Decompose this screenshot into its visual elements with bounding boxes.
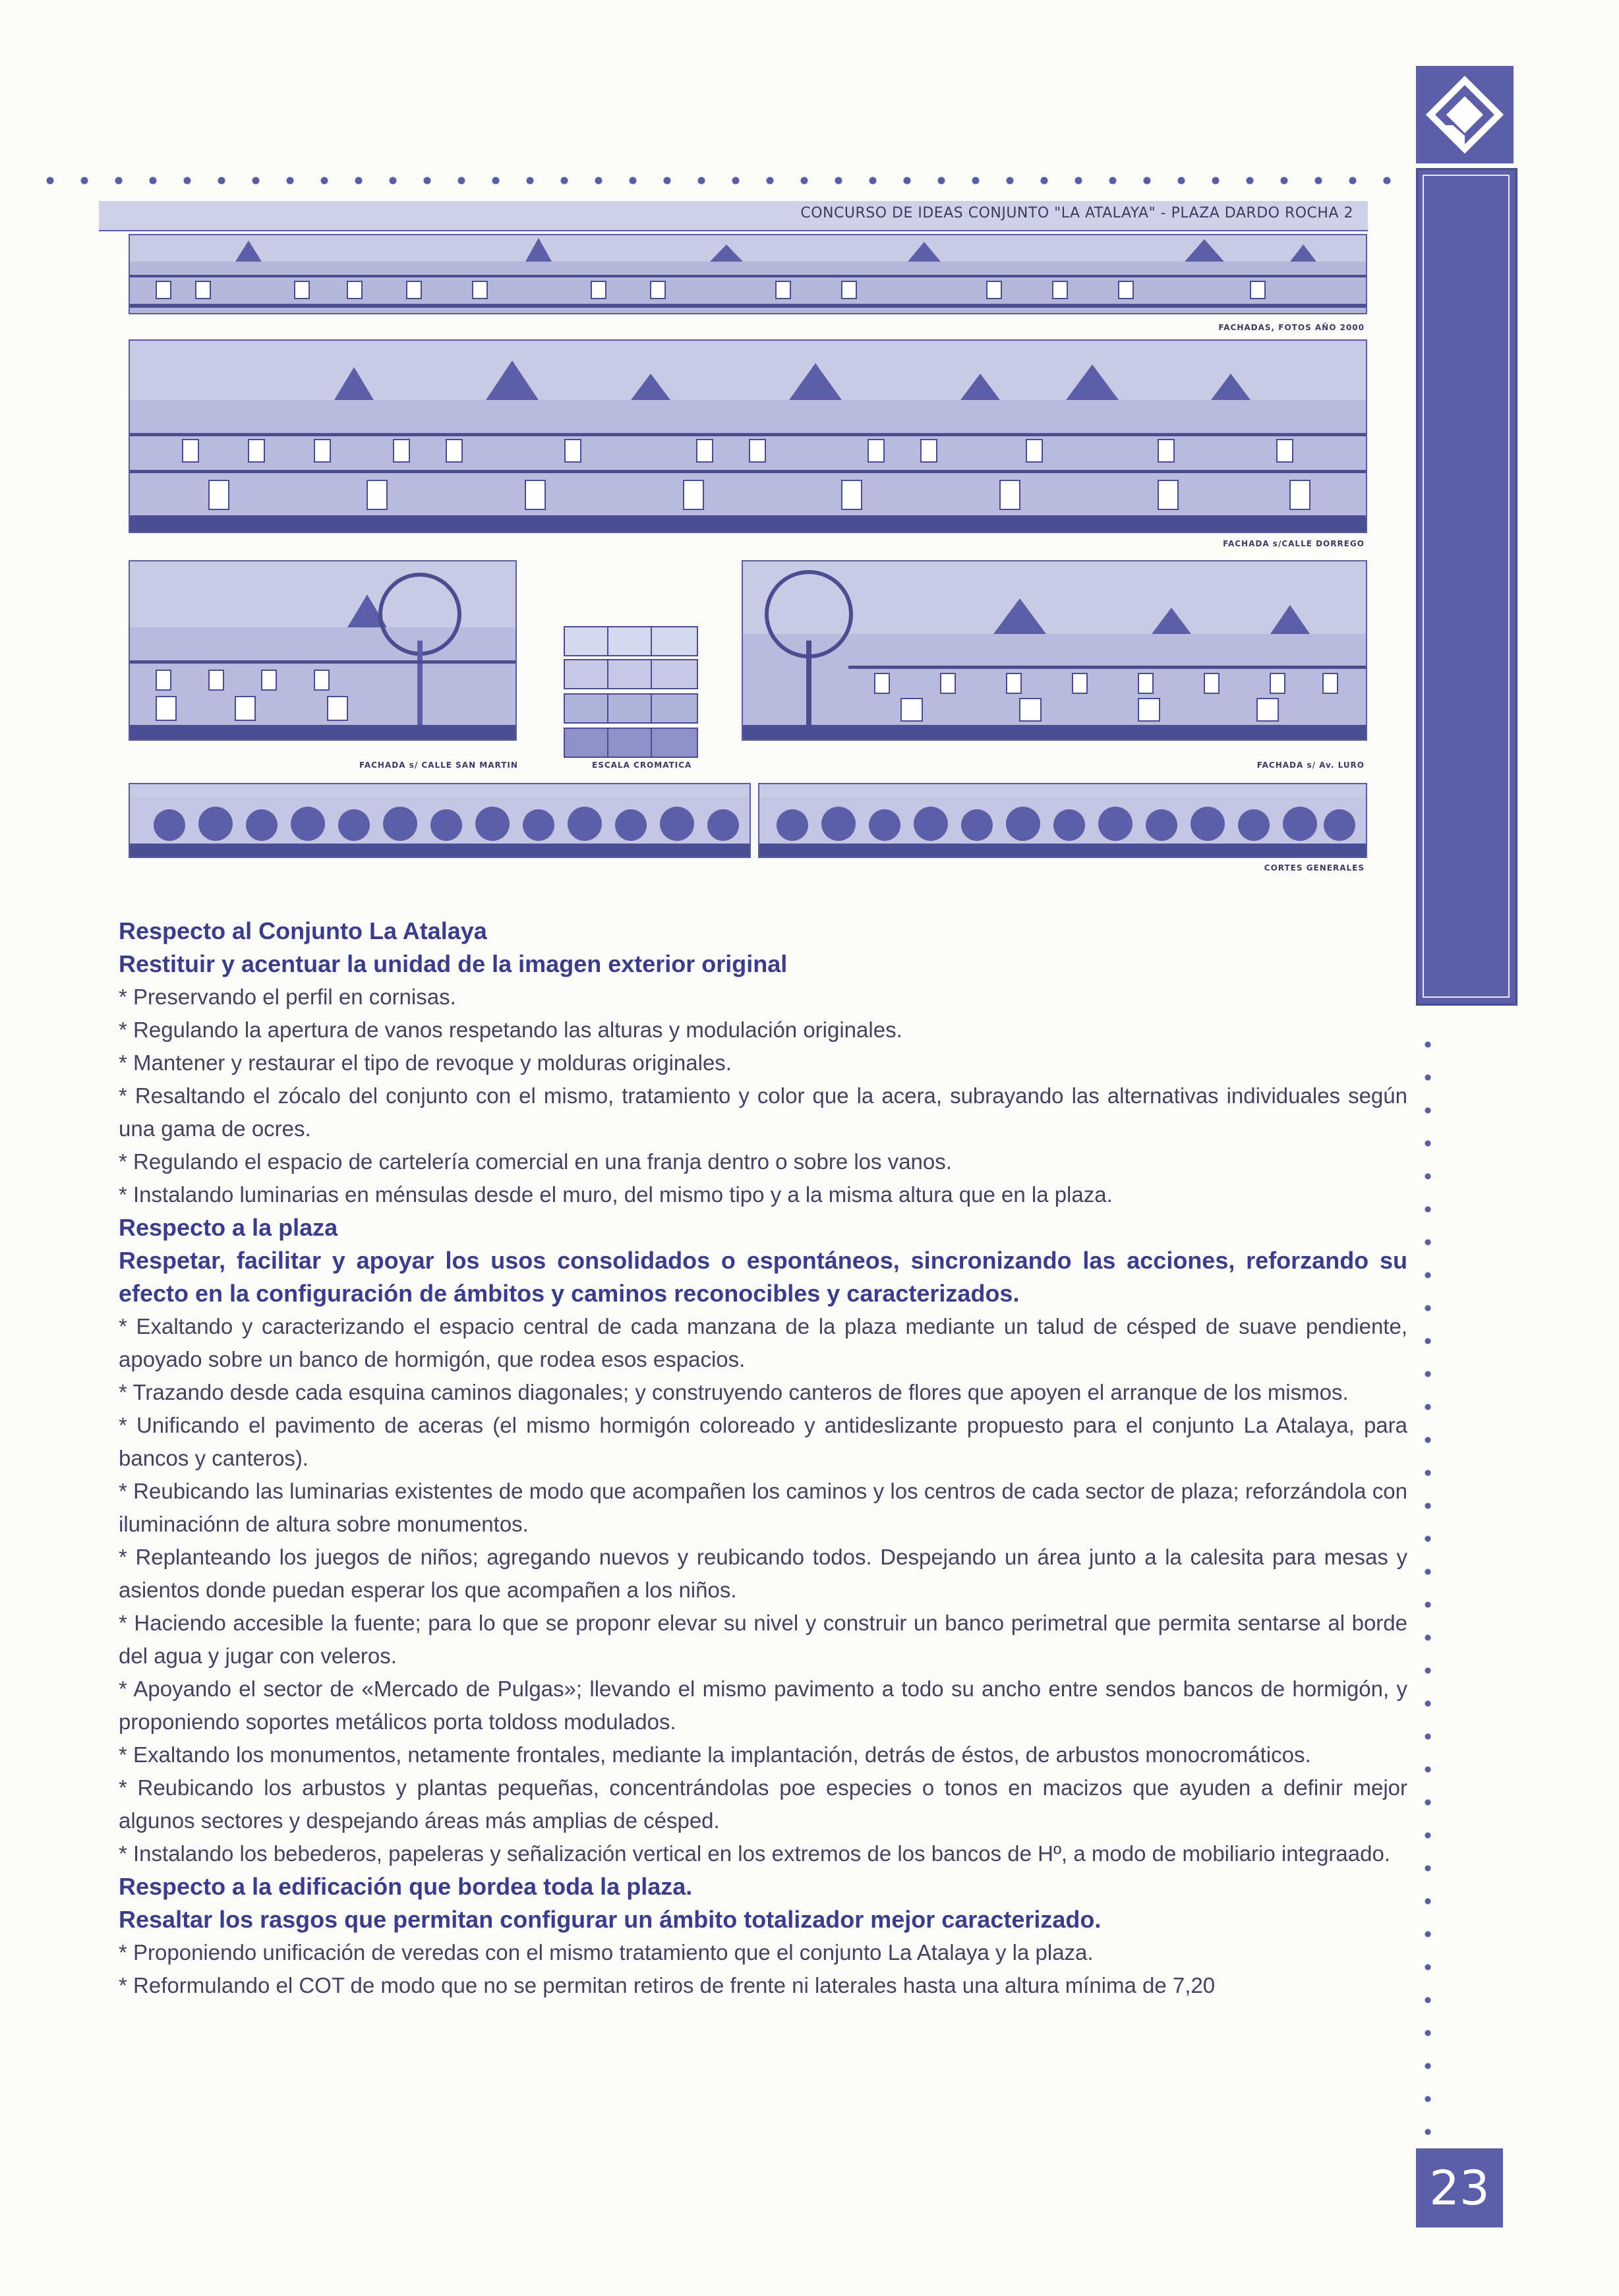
body-paragraph: * Replanteando los juegos de niños; agregando nuevos y reubicando todos. Despejando un área junto a la calesita para mesas y asientos donde puedan esperar los que acompañen a los niños. [119,1545,1407,1602]
logo-icon [1416,66,1514,163]
body-paragraph: * Resaltando el zócalo del conjunto con el mismo, tratamiento y color que la acera, subrayando las alternativas individuales según una gama de ocres. [119,1083,1407,1141]
body-paragraph: * Unificando el pavimento de aceras (el mismo hormigón coloreado y antideslizante propuesto para el conjunto La Atalaya, para bancos y canteros). [119,1413,1407,1470]
body-paragraph: * Haciendo accesible la fuente; para lo que se proponr elevar su nivel y construir un banco perimetral que permita sentarse al borde del agua y jugar con veleros. [119,1611,1407,1668]
side-bar-frame [1423,175,1510,998]
body-paragraph: * Instalando los bebederos, papeleras y señalización vertical en los extremos de los bancos de Hº, a modo de mobiliario integraado. [119,1841,1391,1866]
section-heading: Respecto a la edificación que bordea toda la plaza. [119,1873,693,1900]
section-heading: Resaltar los rasgos que permitan configurar un ámbito totalizador mejor caracterizado. [119,1906,1102,1933]
body-paragraph: * Regulando el espacio de cartelería comercial en una franja dentro o sobre los vanos. [119,1149,952,1174]
body-paragraph: * Reubicando los arbustos y plantas pequeñas, concentrándolas poe especies o tonos en macizos que ayuden a definir mejor algunos sectores y despejando áreas más amplias de césped. [119,1775,1407,1833]
section-heading: Respecto al Conjunto La Atalaya [119,917,487,944]
facade-san-martin-drawing [129,560,517,741]
section-heading: Restituir y acentuar la unidad de la imagen exterior original [119,950,788,977]
facade-luro-drawing [742,560,1367,741]
body-paragraph: * Reformulando el COT de modo que no se permitan retiros de frente ni laterales hasta una altura mínima de 7,20 [119,1973,1216,1997]
caption-escala-cromatica: ESCALA CROMATICA [592,761,692,770]
section-heading: Respetar, facilitar y apoyar los usos consolidados o espontáneos, sincronizando las acciones, reforzando su efecto en la configuración de ámbitos y caminos reconocibles y caracterizados. [119,1247,1407,1307]
body-paragraph: * Mantener y restaurar el tipo de revoque y molduras originales. [119,1050,732,1075]
caption-fachadas-fotos: FACHADAS, FOTOS AÑO 2000 [1218,323,1365,332]
color-swatch-row-2 [564,659,698,689]
caption-fachada-san-martin: FACHADA s/ CALLE SAN MARTIN [359,761,518,770]
drawing-header-band [99,201,1368,231]
section-drawing-right [758,783,1367,858]
body-paragraph: * Trazando desde cada esquina caminos diagonales; y construyendo canteros de flores que apoyen el arranque de los mismos. [119,1380,1349,1404]
body-paragraph: * Reubicando las luminarias existentes de modo que acompañen los caminos y los centros de cada sector de plaza; reforzándola con iluminaciónn de altura sobre monumentos. [119,1479,1407,1536]
body-paragraph: * Exaltando y caracterizando el espacio central de cada manzana de la plaza mediante un talud de césped de suave pendiente, apoyado sobre un banco de hormigón, que rodea esos espacios. [119,1314,1407,1371]
body-paragraph: * Proponiendo unificación de veredas con el mismo tratamiento que el conjunto La Atalaya y la plaza. [119,1940,1094,1965]
section-drawing-left [129,783,751,858]
color-swatch-row-3 [564,693,698,724]
top-dotted-rule [33,177,1404,185]
drawing-header-title: CONCURSO DE IDEAS CONJUNTO "LA ATALAYA" - PLAZA DARDO ROCHA 2 [800,205,1353,221]
section-heading: Respecto a la plaza [119,1214,338,1241]
caption-fachada-luro: FACHADA s/ Av. LURO [1256,761,1365,770]
body-paragraph: * Apoyando el sector de «Mercado de Pulgas»; llevando el mismo pavimento a todo su ancho entre sendos bancos de hormigón, y proponiendo soportes metálicos porta toldoss modulados. [119,1677,1407,1734]
facade-photo-strip [129,234,1367,314]
color-swatch-row-1 [564,626,698,656]
body-text [119,915,1407,2002]
body-paragraph: * Instalando luminarias en ménsulas desde el muro, del mismo tipo y a la misma altura que en la plaza. [119,1182,1113,1207]
body-paragraph: * Regulando la apertura de vanos respetando las alturas y modulación originales. [119,1018,902,1042]
body-paragraph: * Exaltando los monumentos, netamente frontales, mediante la implantación, detrás de éstos, de arbustos monocromáticos. [119,1742,1311,1767]
body-paragraph: * Preservando el perfil en cornisas. [119,985,456,1009]
caption-cortes-generales: CORTES GENERALES [1264,863,1365,873]
facade-dorrego-drawing [129,339,1367,533]
caption-fachada-dorrego: FACHADA s/CALLE DORREGO [1223,539,1365,548]
color-swatch-row-4 [564,728,698,758]
side-dotted-rule [1424,1028,1432,2135]
page-number: 23 [1416,2148,1503,2227]
